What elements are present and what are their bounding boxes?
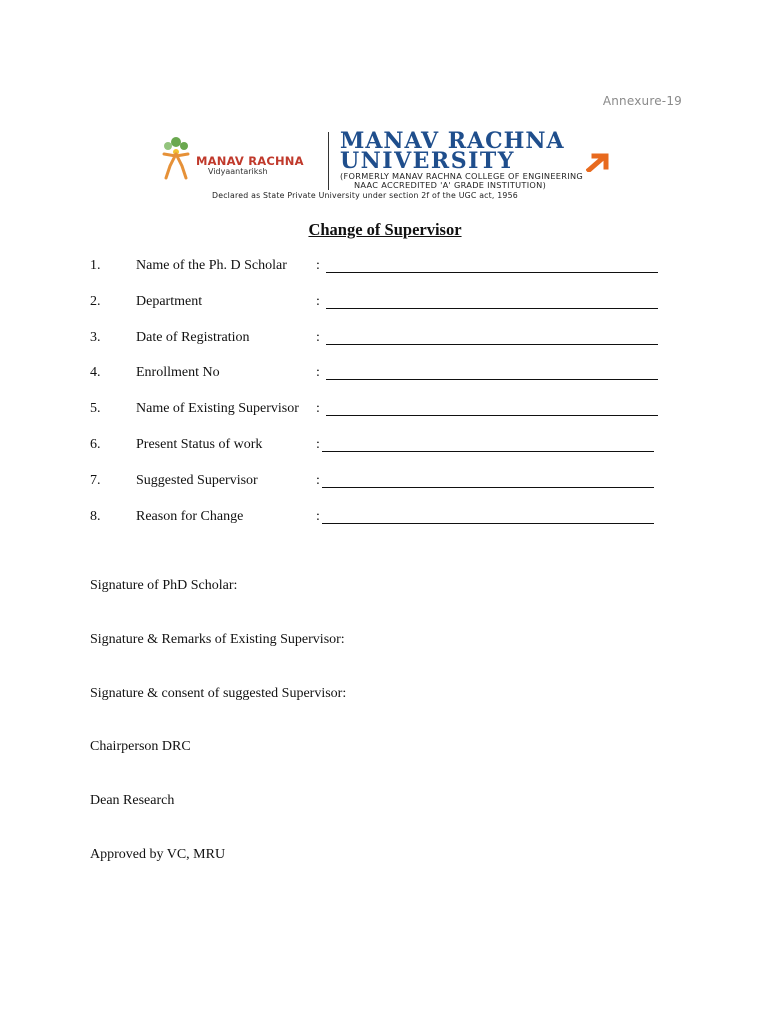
field-colon: : — [316, 329, 320, 345]
former-name-line: (FORMERLY MANAV RACHNA COLLEGE OF ENGINEERING — [340, 171, 584, 181]
field-colon: : — [316, 508, 320, 524]
field-label: Enrollment No — [136, 365, 220, 381]
field-number: 3. — [90, 329, 101, 345]
field-label: Reason for Change — [136, 508, 244, 524]
university-logo — [156, 128, 616, 204]
field-number: 6. — [90, 436, 101, 452]
field-row-scholar-name — [90, 258, 670, 294]
field-row-enrollment-no — [90, 365, 670, 401]
field-number: 2. — [90, 293, 101, 309]
declaration-line: Declared as State Private University under section 2f of the UGC act, 1956 — [212, 191, 518, 200]
field-row-registration-date — [90, 330, 670, 366]
existing-supervisor-blank[interactable] — [326, 415, 658, 416]
annexure-label: Annexure-19 — [602, 94, 682, 108]
field-colon: : — [316, 401, 320, 417]
field-colon: : — [316, 258, 320, 273]
field-colon: : — [316, 293, 320, 309]
chairperson-drc-label: Chairperson DRC — [90, 739, 191, 755]
department-blank[interactable] — [326, 308, 658, 309]
field-colon: : — [316, 472, 320, 488]
enrollment-no-blank[interactable] — [326, 379, 658, 380]
field-label: Name of the Ph. D Scholar — [136, 258, 287, 273]
field-number: 8. — [90, 508, 101, 524]
university-name-line1: MANAV RACHNA — [340, 128, 565, 154]
field-row-reason-for-change — [90, 509, 670, 545]
dean-research-label: Dean Research — [90, 793, 175, 809]
field-number: 5. — [90, 401, 101, 417]
manav-rachna-brand: MANAV RACHNA — [196, 154, 304, 168]
scholar-name-blank[interactable] — [326, 272, 658, 273]
field-label: Date of Registration — [136, 329, 250, 345]
signature-section — [90, 578, 346, 901]
form-fields — [90, 258, 670, 544]
field-label: Present Status of work — [136, 436, 263, 452]
field-number: 7. — [90, 472, 101, 488]
field-row-suggested-supervisor — [90, 473, 670, 509]
university-name-line2: UNIVERSITY — [340, 148, 515, 174]
approved-by-vc-label: Approved by VC, MRU — [90, 846, 226, 862]
field-row-department — [90, 294, 670, 330]
suggested-supervisor-blank[interactable] — [322, 487, 654, 488]
field-label: Suggested Supervisor — [136, 472, 258, 488]
field-row-status-of-work — [90, 437, 670, 473]
reason-for-change-blank[interactable] — [322, 523, 654, 524]
registration-date-blank[interactable] — [326, 344, 658, 345]
field-number: 1. — [90, 258, 101, 273]
logo-divider — [328, 132, 329, 190]
scholar-signature-label: Signature of PhD Scholar: — [90, 578, 238, 593]
suggested-supervisor-signature-label: Signature & consent of suggested Supervisor: — [90, 685, 347, 701]
status-of-work-blank[interactable] — [322, 451, 654, 452]
field-colon: : — [316, 365, 320, 381]
field-label: Department — [136, 293, 203, 309]
field-row-existing-supervisor — [90, 401, 670, 437]
field-label: Name of Existing Supervisor — [136, 401, 299, 417]
accreditation-line: NAAC ACCREDITED 'A' GRADE INSTITUTION) — [354, 180, 547, 190]
form-title: Change of Supervisor — [308, 220, 462, 239]
field-colon: : — [316, 436, 320, 452]
field-number: 4. — [90, 365, 101, 381]
existing-supervisor-signature-label: Signature & Remarks of Existing Supervisor: — [90, 631, 345, 647]
brand-tagline: Vidyaantariksh — [208, 167, 268, 176]
arrow-up-right-icon — [586, 152, 610, 172]
